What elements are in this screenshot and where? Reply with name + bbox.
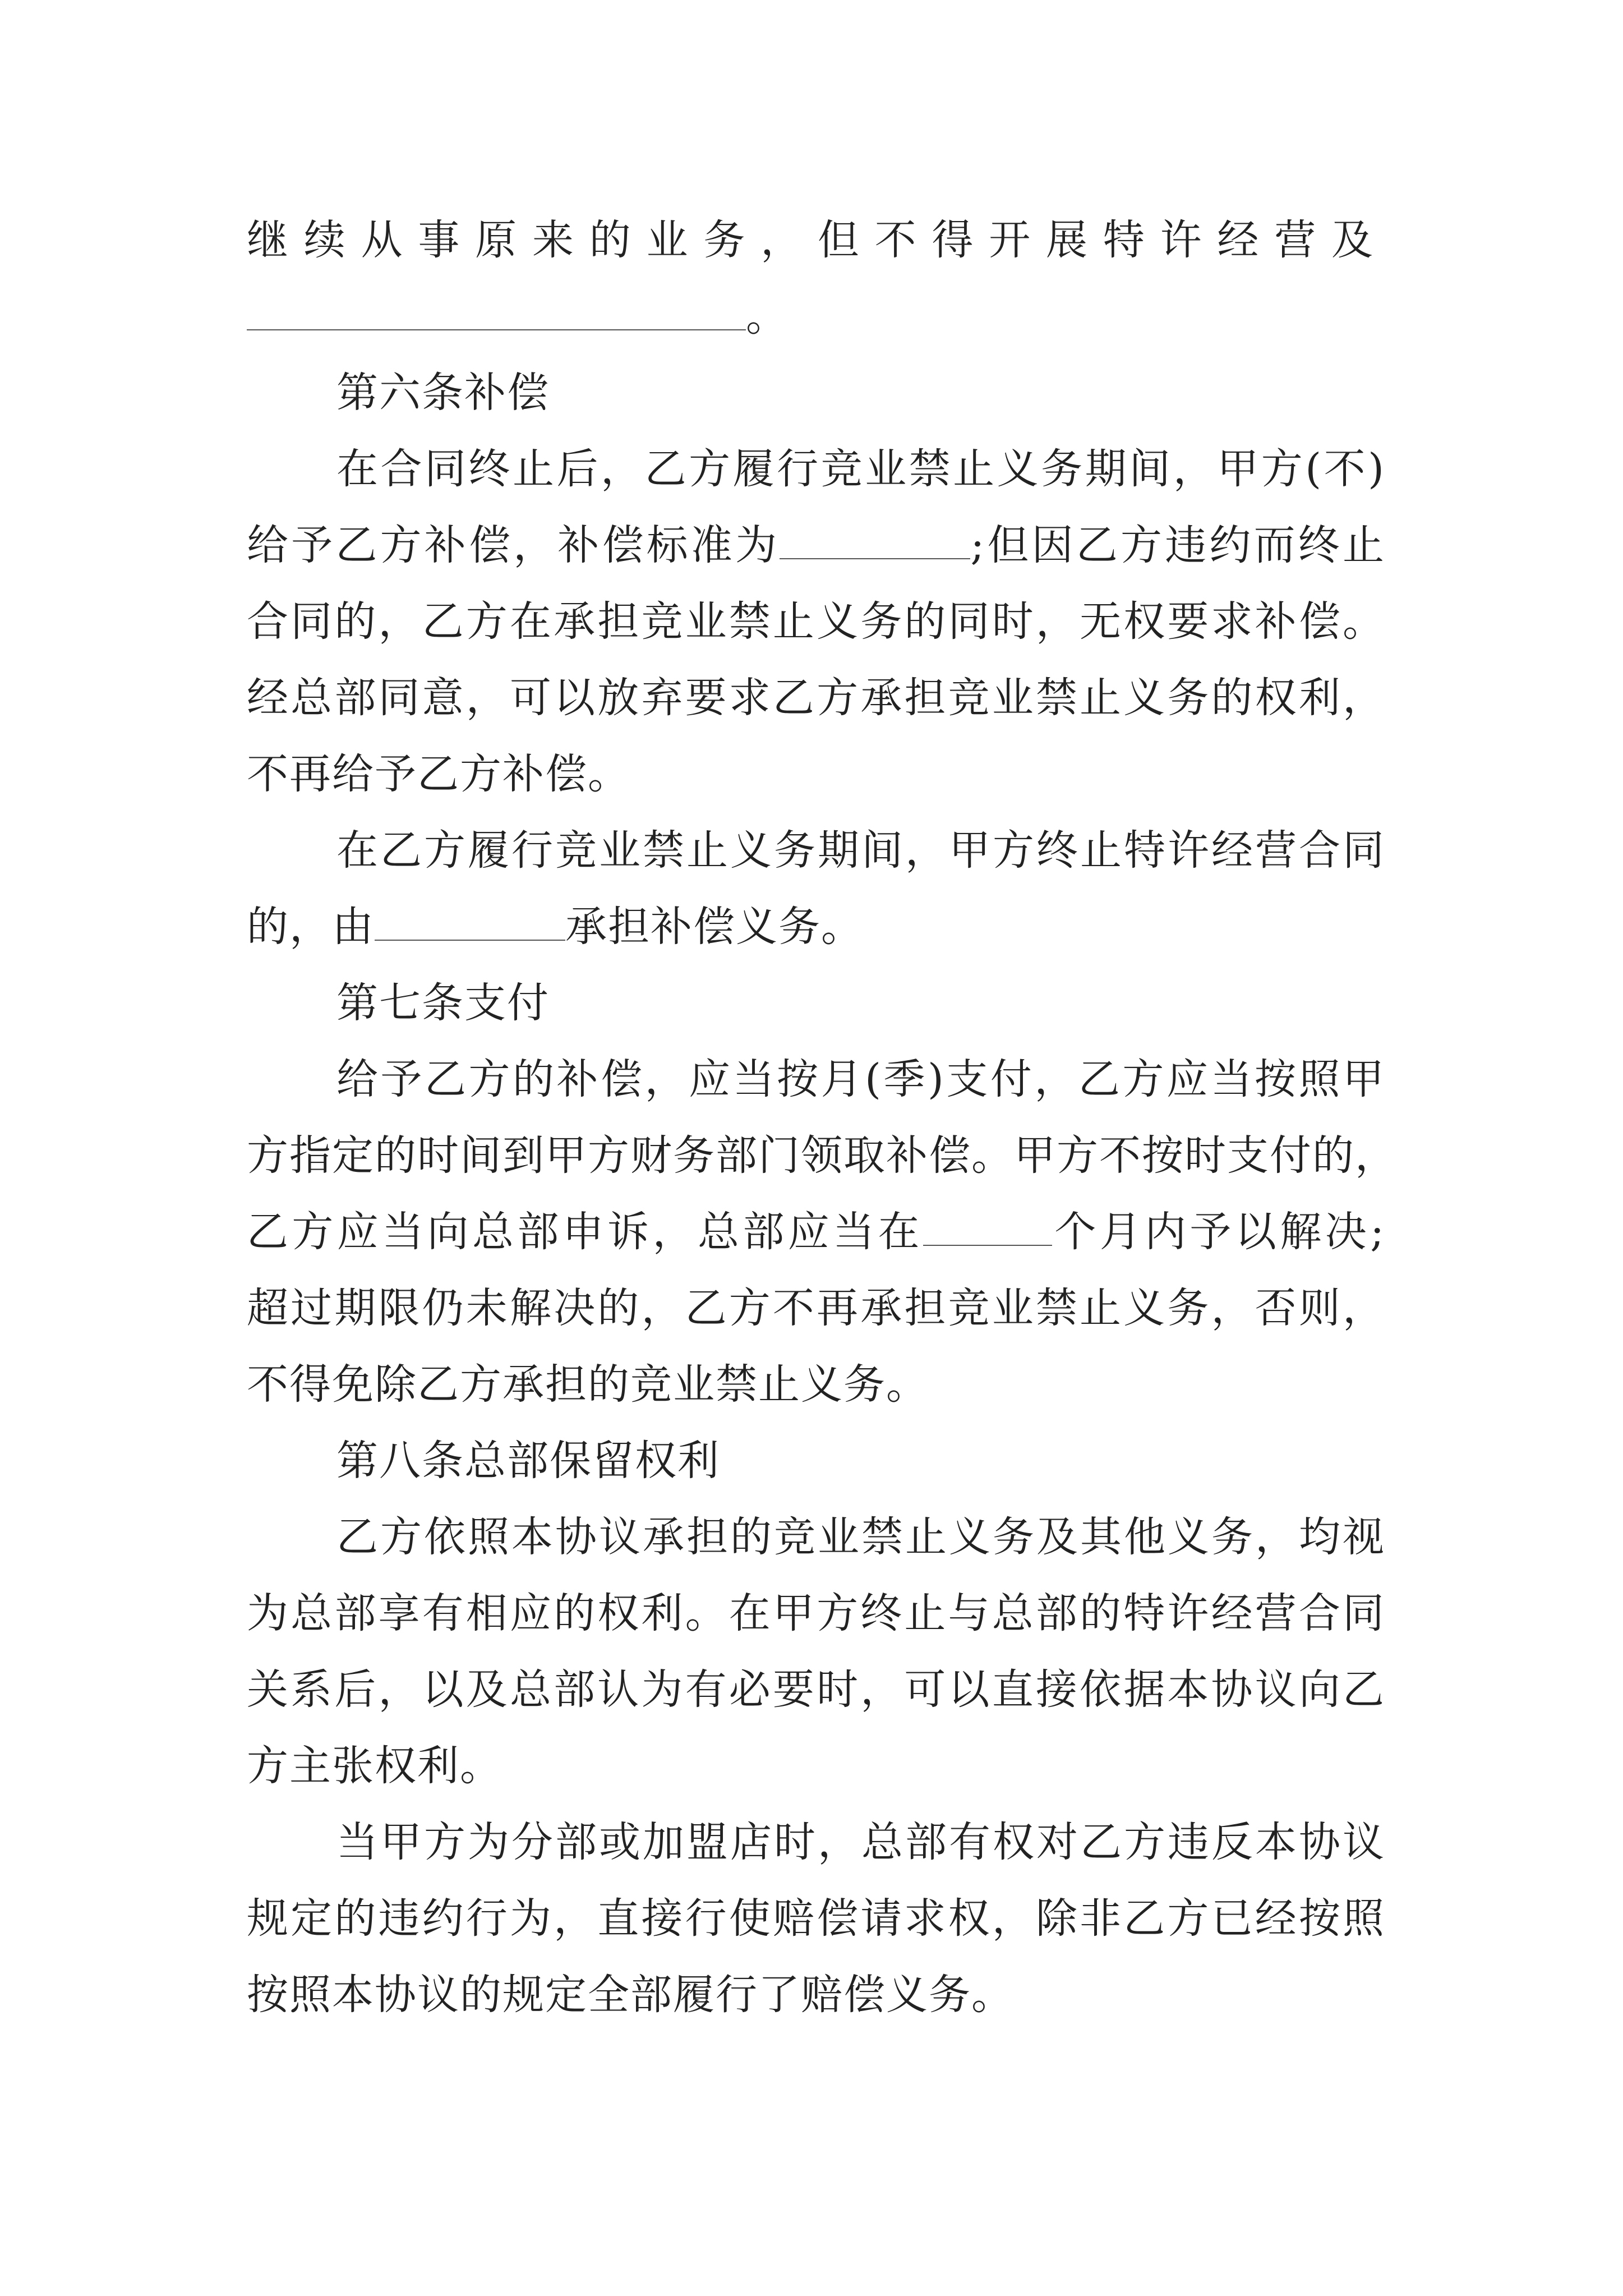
- paragraph-line: 合同的，乙方在承担竞业禁止义务的同时，无权要求补偿。: [247, 597, 1385, 646]
- paragraph-line: 在乙方履行竞业禁止义务期间，甲方终止特许经营合同: [336, 826, 1385, 875]
- paragraph-line: 给予乙方的补偿，应当按月(季)支付，乙方应当按照甲: [336, 1055, 1385, 1103]
- paragraph-line: 经总部同意，可以放弃要求乙方承担竞业禁止义务的权利，: [247, 674, 1385, 722]
- article-heading: 第七条支付: [336, 979, 550, 1027]
- text-segment: 承担补偿义务。: [565, 903, 864, 951]
- paragraph-line: [247, 278, 1385, 355]
- fill-in-blank: [375, 906, 565, 941]
- fill-in-blank: [247, 296, 746, 330]
- document-body: [247, 202, 1398, 2033]
- paragraph-line: 超过期限仍未解决的，乙方不再承担竞业禁止义务，否则，: [247, 1284, 1385, 1332]
- text-segment: 的，由: [247, 903, 375, 951]
- paragraph-line: 不再给予乙方补偿。: [247, 750, 630, 798]
- paragraph-line: 当甲方为分部或加盟店时，总部有权对乙方违反本协议: [336, 1818, 1385, 1866]
- paragraph-line: [247, 507, 1385, 583]
- paragraph-line: 规定的违约行为，直接行使赔偿请求权，除非乙方已经按照: [247, 1894, 1385, 1943]
- paragraph-line: 为总部享有相应的权利。在甲方终止与总部的特许经营合同: [247, 1589, 1385, 1637]
- text-segment: 给予乙方补偿，补偿标准为: [247, 521, 780, 569]
- paragraph-line: 不得免除乙方承担的竞业禁止义务。: [247, 1360, 929, 1409]
- paragraph-line: [247, 889, 1385, 965]
- text-segment: ;但因乙方违约而终止: [970, 521, 1385, 569]
- paragraph-line: 乙方依照本协议承担的竞业禁止义务及其他义务，均视: [336, 1513, 1385, 1561]
- paragraph-line: 关系后，以及总部认为有必要时，可以直接依据本协议向乙: [247, 1665, 1385, 1714]
- paragraph-line: 在合同终止后，乙方履行竞业禁止义务期间，甲方(不): [336, 445, 1385, 493]
- line-end-punctuation: 。: [746, 292, 789, 341]
- paragraph-line: 方主张权利。: [247, 1742, 502, 1790]
- paragraph-line: [247, 1194, 1385, 1270]
- paragraph-line: 方指定的时间到甲方财务部门领取补偿。甲方不按时支付的，: [247, 1131, 1398, 1180]
- text-segment: 个月内予以解决;: [1052, 1208, 1386, 1256]
- fill-in-blank: [923, 1211, 1052, 1246]
- paragraph-line: 按照本协议的规定全部履行了赔偿义务。: [247, 1971, 1014, 2019]
- paragraph-line: 继续从事原来的业务，但不得开展特许经营及: [247, 216, 1385, 264]
- fill-in-blank: [780, 524, 970, 559]
- text-segment: 乙方应当向总部申诉，总部应当在: [247, 1208, 923, 1256]
- article-heading: 第六条补偿: [336, 369, 550, 417]
- article-heading: 第八条总部保留权利: [336, 1437, 720, 1485]
